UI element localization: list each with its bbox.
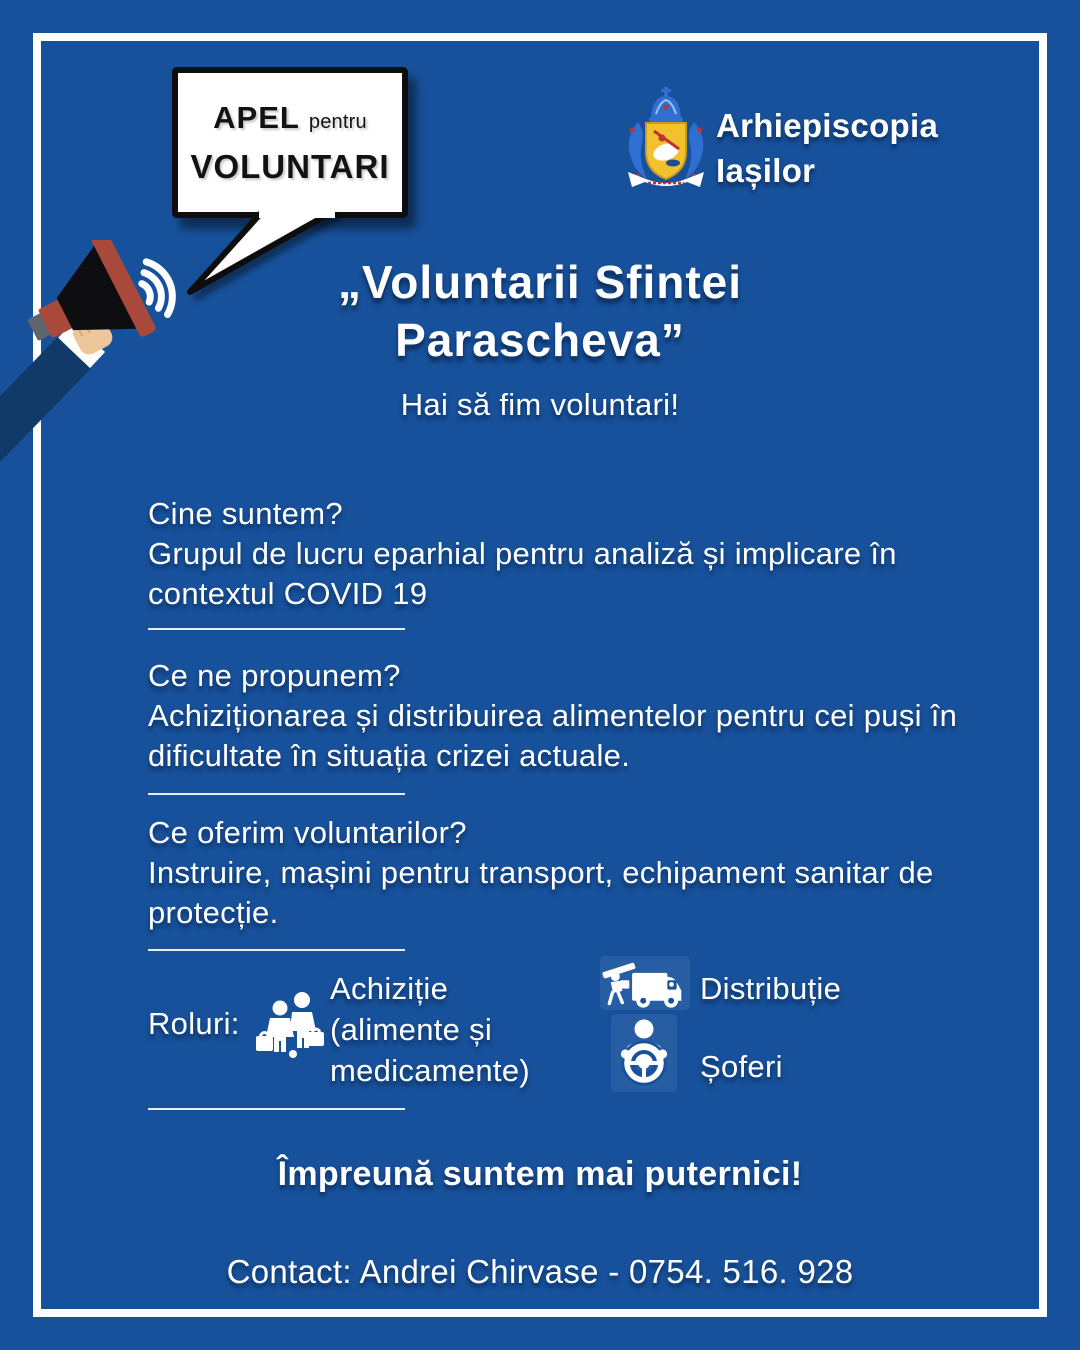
role-soferi-label: Șoferi — [700, 1049, 783, 1084]
section-who-we-are — [148, 494, 960, 614]
title-line2: Parascheva” — [395, 314, 685, 366]
speech-bubble-tail — [150, 200, 350, 310]
org-name — [716, 103, 938, 193]
separator-line — [148, 949, 405, 951]
delivery-truck-icon — [602, 958, 690, 1010]
section-body: Instruire, mașini pentru transport, echipament sanitar de protecție. — [148, 855, 934, 930]
bubble-voluntari: VOLUNTARI — [190, 147, 390, 185]
driver-icon — [614, 1016, 674, 1090]
section-goal — [148, 656, 960, 776]
bubble-apel: APEL — [213, 99, 300, 135]
section-body: Grupul de lucru eparhial pentru analiză și implicare în contextul COVID 19 — [148, 536, 897, 611]
separator-line — [148, 1108, 405, 1110]
section-heading: Ce oferim voluntarilor? — [148, 815, 467, 850]
contact-line: Contact: Andrei Chirvase - 0754. 516. 928 — [226, 1253, 854, 1290]
section-body: Achiziționarea și distribuirea alimentelor pentru cei puși în dificultate în situația crizei actuale. — [148, 698, 958, 773]
roles-label: Roluri: — [148, 1006, 240, 1041]
org-name-line2: Iașilor — [716, 152, 816, 189]
section-heading: Ce ne propunem? — [148, 658, 401, 693]
shoppers-icon — [254, 988, 326, 1064]
section-heading: Cine suntem? — [148, 496, 343, 531]
bubble-line-1 — [213, 100, 367, 136]
title-line1: „Voluntarii Sfintei — [337, 256, 743, 308]
separator-line — [148, 628, 405, 630]
poster-subtitle: Hai să fim voluntari! — [400, 387, 680, 422]
role-achizitie-label: Achiziție (alimente și medicamente) — [330, 971, 531, 1088]
bubble-pentru: pentru — [308, 110, 367, 133]
role-distributie-label: Distribuție — [700, 971, 842, 1006]
separator-line — [148, 793, 405, 795]
slogan: Împreună suntem mai puternici! — [277, 1155, 803, 1193]
speech-bubble — [172, 67, 408, 218]
archdiocese-coat-of-arms — [618, 86, 714, 198]
org-name-line1: Arhiepiscopia — [716, 107, 939, 144]
section-offer — [148, 813, 960, 933]
